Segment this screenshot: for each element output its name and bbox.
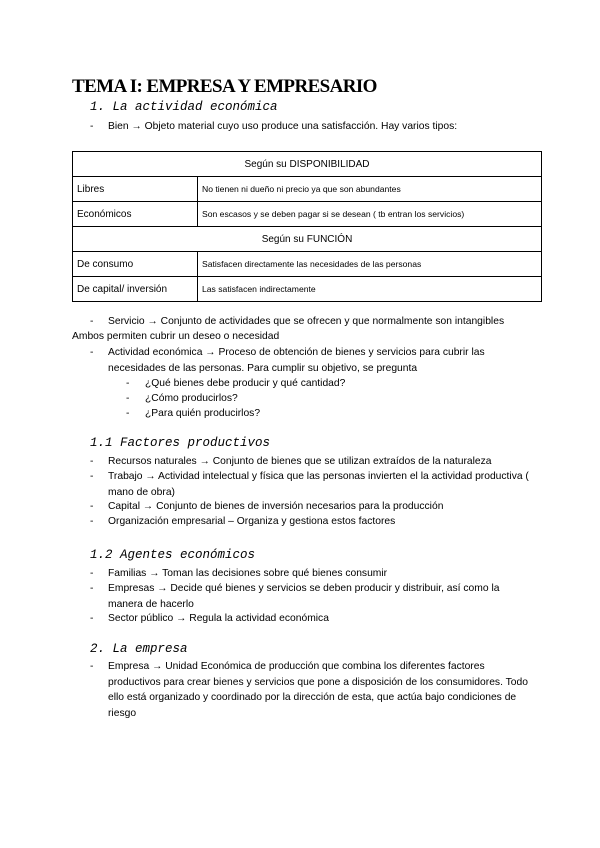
bullet-dash: - [90,516,94,527]
table-header-row [73,227,542,252]
bullet-dash: - [90,583,94,594]
table-row [73,277,542,302]
section-heading-empresa: 2. La empresa [90,642,188,656]
table-header-row [73,152,542,177]
table-cell-desc: Satisfacen directamente las necesidades de las personas [198,252,542,277]
table-cell-label: Libres [73,177,198,202]
bullet-text: Empresa → Unidad Económica de producción que combina los diferentes factores productivos para crear bienes y servicios que pone a disposición de los consumidores. Todo ello está organizado y coordinado por la dirección de esta, que actúa bajo condiciones de riesgo [108,661,528,719]
bullet-dash: - [90,661,94,672]
bullet-text: Recursos naturales → Conjunto de bienes que se utilizan extraídos de la naturaleza [108,456,492,467]
bullet-agente [90,581,530,612]
bullet-text: Capital → Conjunto de bienes de inversión necesarios para la producción [108,501,444,512]
bullet-text: ¿Qué bienes debe producir y qué cantidad? [145,378,346,389]
bullet-dash: - [90,316,94,327]
bullet-dash: - [90,347,94,358]
bullet-text: Actividad económica → Proceso de obtención de bienes y servicios para cubrir las necesidades de las personas. Para cumplir su objetivo, se pregunta [108,347,485,374]
bullet-dash: - [90,613,94,624]
goods-table [72,151,542,302]
bullet-dash: - [90,501,94,512]
bullet-text: ¿Para quién producirlos? [145,408,261,419]
bullet-text: Servicio → Conjunto de actividades que se ofrecen y que normalmente son intangibles [108,316,505,327]
bullet-text: Sector público → Regula la actividad económica [108,613,329,624]
section-heading-agentes: 1.2 Agentes económicos [90,548,256,562]
bullet-dash: - [90,471,94,482]
sub-bullet [126,391,526,407]
table-header-funcion: Según su FUNCIÓN [73,227,542,252]
table-cell-label: De capital/ inversión [73,277,198,302]
table-cell-label: De consumo [73,252,198,277]
table-cell-desc: Las satisfacen indirectamente [198,277,542,302]
bullet-factor [90,514,530,530]
bullet-dash: - [126,393,130,404]
bullet-actividad [90,345,530,376]
section-heading-actividad: 1. La actividad económica [90,100,278,114]
bullet-dash: - [126,378,130,389]
bullet-servicio [90,314,530,330]
table-row [73,202,542,227]
table-row [73,177,542,202]
bullet-dash: - [90,456,94,467]
bullet-dash: - [126,408,130,419]
bullet-agente [90,566,530,582]
bullet-text: Empresas → Decide qué bienes y servicios se deben producir y distribuir, así como la manera de hacerlo [108,583,500,610]
bullet-agente [90,611,530,627]
bullet-bien [90,119,530,135]
bullet-text: Bien → Objeto material cuyo uso produce una satisfacción. Hay varios tipos: [108,121,458,132]
bullet-factor [90,499,530,515]
document-title: TEMA I: EMPRESA Y EMPRESARIO [72,76,377,97]
table-cell-label: Económicos [73,202,198,227]
table-cell-desc: No tienen ni dueño ni precio ya que son abundantes [198,177,542,202]
bullet-empresa [90,659,530,721]
bullet-dash: - [90,121,94,132]
section-heading-factores: 1.1 Factores productivos [90,436,271,450]
sub-bullet [126,376,526,392]
bullet-text: Organización empresarial – Organiza y gestiona estos factores [108,516,396,527]
table-row [73,252,542,277]
sub-bullet [126,406,526,422]
bullet-text: Trabajo → Actividad intelectual y física que las personas invierten el la actividad productiva ( mano de obra) [108,471,529,498]
table-cell-desc: Son escasos y se deben pagar si se desean ( tb entran los servicios) [198,202,542,227]
table-header-disponibilidad: Según su DISPONIBILIDAD [73,152,542,177]
bullet-dash: - [90,568,94,579]
bullet-factor [90,454,530,470]
bullet-text: Familias → Toman las decisiones sobre qué bienes consumir [108,568,388,579]
bullet-factor [90,469,530,500]
ambos-line: Ambos permiten cubrir un deseo o necesidad [72,331,280,342]
bullet-text: ¿Cómo producirlos? [145,393,238,404]
